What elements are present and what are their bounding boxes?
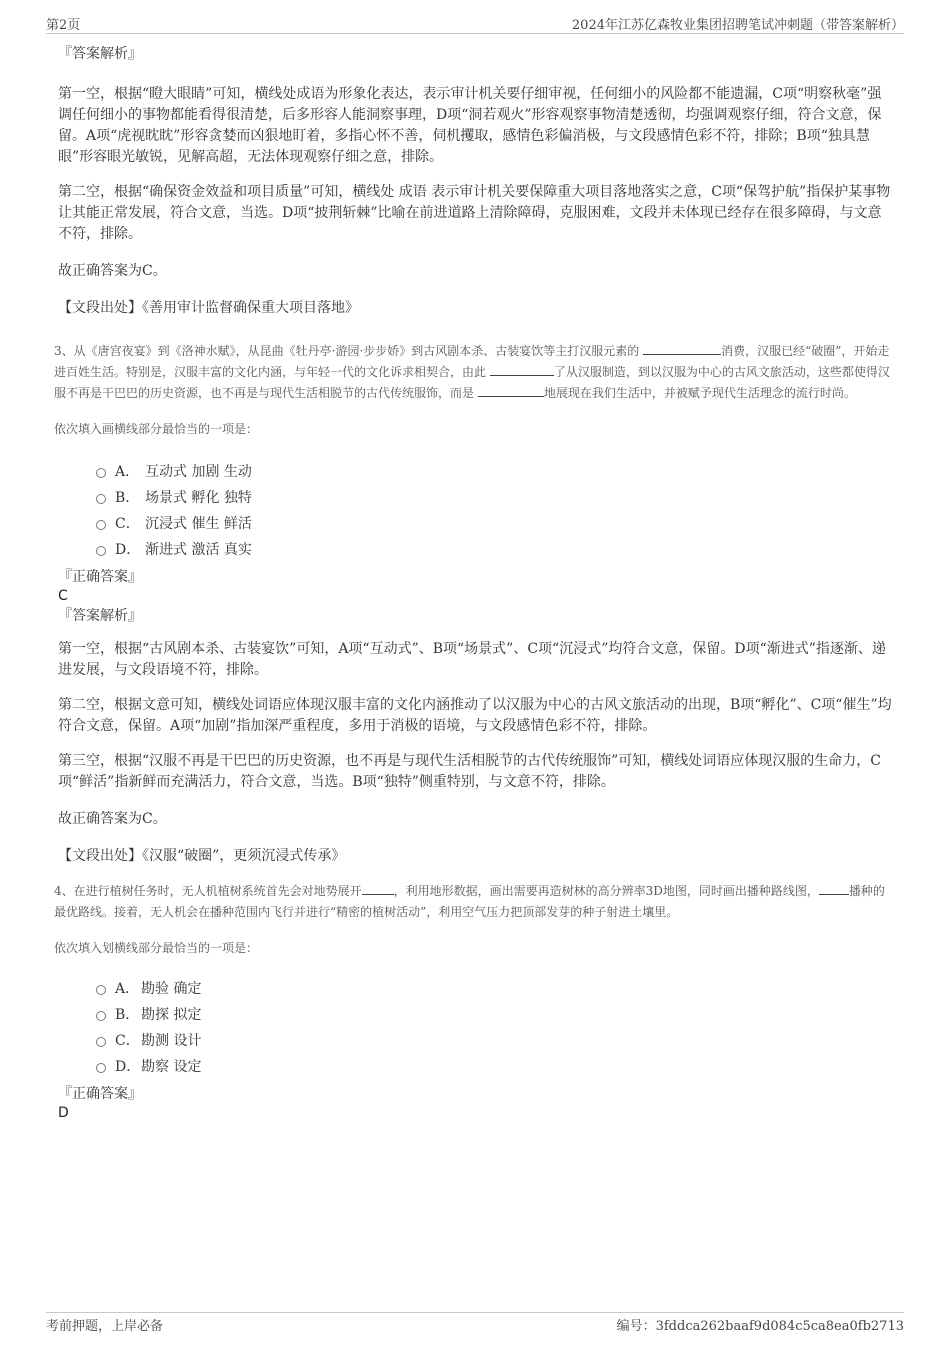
question-prompt: 依次填入划横线部分最恰当的一项是： — [54, 941, 259, 955]
document-code: 编号：3fddca262baaf9d084c5ca8ea0fb2713 — [616, 1319, 904, 1334]
question-prompt: 依次填入画横线部分最恰当的一项是： — [54, 422, 259, 436]
radio-icon[interactable] — [96, 520, 106, 530]
answer-label: 『正确答案』 — [58, 1086, 142, 1102]
source-citation: 【文段出处】《汉服“破圈”，更须沉浸式传承》 — [58, 848, 346, 864]
conclusion: 故正确答案为C。 — [58, 811, 167, 827]
page-header — [46, 12, 904, 34]
radio-icon[interactable] — [96, 1011, 106, 1021]
option-c[interactable]: C． 沉浸式 催生 鲜活 — [96, 510, 892, 536]
question-3-text: 3、从《唐宫夜宴》到《洛神水赋》，从昆曲《牡丹亭·游园·步步娇》到古风剧本杀、古装宴饮等主打汉服元素的 消费，汉服已经“破圈”，开始走进百姓生活。特别是，汉服丰富的文化内涵，与年轻一代的文化诉求相契合，由此 了从汉服制造，到以汉服为中心的古风文旅活动，这些都使得汉服不再是干巴巴的历史资源，也不再是与现代生活相脱节的古代传统服饰，而是 地展现在我们生活中，并被赋予现代生活理念的流行时尚。 — [54, 344, 890, 400]
footer-slogan: 考前押题，上岸必备 — [46, 1319, 164, 1334]
radio-icon[interactable] — [96, 1063, 106, 1073]
option-a[interactable]: A． 互动式 加剧 生动 — [96, 458, 892, 484]
option-d[interactable]: D． 渐进式 激活 真实 — [96, 536, 892, 562]
page-number: 第2页 — [46, 18, 81, 33]
fill-blank — [643, 343, 721, 355]
radio-icon[interactable] — [96, 546, 106, 556]
options-list — [96, 975, 892, 1079]
radio-icon[interactable] — [96, 468, 106, 478]
fill-blank — [819, 883, 849, 895]
conclusion: 故正确答案为C。 — [58, 263, 167, 279]
option-a[interactable]: A． 勘验 确定 — [96, 975, 892, 1001]
answer-label: 『正确答案』 — [58, 569, 142, 585]
option-d[interactable]: D． 勘察 设定 — [96, 1053, 892, 1079]
radio-icon[interactable] — [96, 494, 106, 504]
page-footer — [46, 1312, 904, 1336]
document-body — [54, 44, 892, 1123]
analysis-paragraph: 第三空，根据“汉服不再是干巴巴的历史资源，也不再是与现代生活相脱节的古代传统服饰”可知，横线处词语应体现汉服的生命力，C项“鲜活”指新鲜而充满活力，符合文意，当选。B项“独特”侧重特别，与文意不符，排除。 — [58, 753, 882, 790]
radio-icon[interactable] — [96, 1037, 106, 1047]
fill-blank — [362, 883, 394, 895]
analysis-label: 『答案解析』 — [58, 608, 142, 624]
options-list — [96, 458, 892, 562]
source-citation: 【文段出处】《善用审计监督确保重大项目落地》 — [58, 300, 359, 316]
analysis-paragraph: 第二空，根据“确保资金效益和项目质量”可知，横线处 成语 表示审计机关要保障重大项目落地落实之意，C项“保驾护航”指保护某事物让其能正常发展，符合文意，当选。D项“披荆斩棘”比喻在前进道路上清除障碍，克服困难，文段并未体现已经存在很多障碍，与文意不符，排除。 — [58, 184, 891, 242]
option-b[interactable]: B． 场景式 孵化 独特 — [96, 484, 892, 510]
radio-icon[interactable] — [96, 985, 106, 995]
fill-blank — [478, 385, 544, 397]
analysis-paragraph: 第一空，根据“瞪大眼睛”可知，横线处成语为形象化表达，表示审计机关要仔细审视，任何细小的风险都不能遗漏，C项“明察秋毫”强调任何细小的事物都能看得很清楚，后多形容人能洞察事理，D项“洞若观火”形容观察事物清楚透彻，均强调观察仔细，符合文意，保留。A项“虎视眈眈”形容贪婪而凶狠地盯着，多指心怀不善，伺机攫取，感情色彩偏消极，与文段感情色彩不符，排除；B项“独具慧眼”形容眼光敏锐，见解高超，无法体现观察仔细之意，排除。 — [58, 86, 882, 165]
option-b[interactable]: B． 勘探 拟定 — [96, 1001, 892, 1027]
answer-value: C — [58, 588, 68, 604]
analysis-paragraph: 第一空，根据“古风剧本杀、古装宴饮”可知，A项“互动式”、B项“场景式”、C项“沉浸式”均符合文意，保留。D项“渐进式”指逐渐、递进发展，与文段语境不符，排除。 — [58, 641, 886, 678]
analysis-paragraph: 第二空，根据文意可知，横线处词语应体现汉服丰富的文化内涵推动了以汉服为中心的古风文旅活动的出现，B项“孵化”、C项“催生”均符合文意，保留。A项“加剧”指加深严重程度，多用于消极的语境，与文段感情色彩不符，排除。 — [58, 697, 892, 734]
option-c[interactable]: C． 勘测 设计 — [96, 1027, 892, 1053]
answer-value: D — [58, 1105, 69, 1121]
fill-blank — [490, 364, 554, 376]
document-title: 2024年江苏亿森牧业集团招聘笔试冲刺题（带答案解析） — [571, 18, 904, 33]
analysis-label: 『答案解析』 — [58, 46, 142, 62]
question-4-text: 4、在进行植树任务时，无人机植树系统首先会对地势展开 ，利用地形数据，画出需要再造树林的高分辨率3D地图，同时画出播种路线图， 播种的最优路线。接着，无人机会在播种范围内飞行并进行“精密的植树活动”，利用空气压力把顶部发芽的种子射进土壤里。 — [54, 884, 885, 919]
